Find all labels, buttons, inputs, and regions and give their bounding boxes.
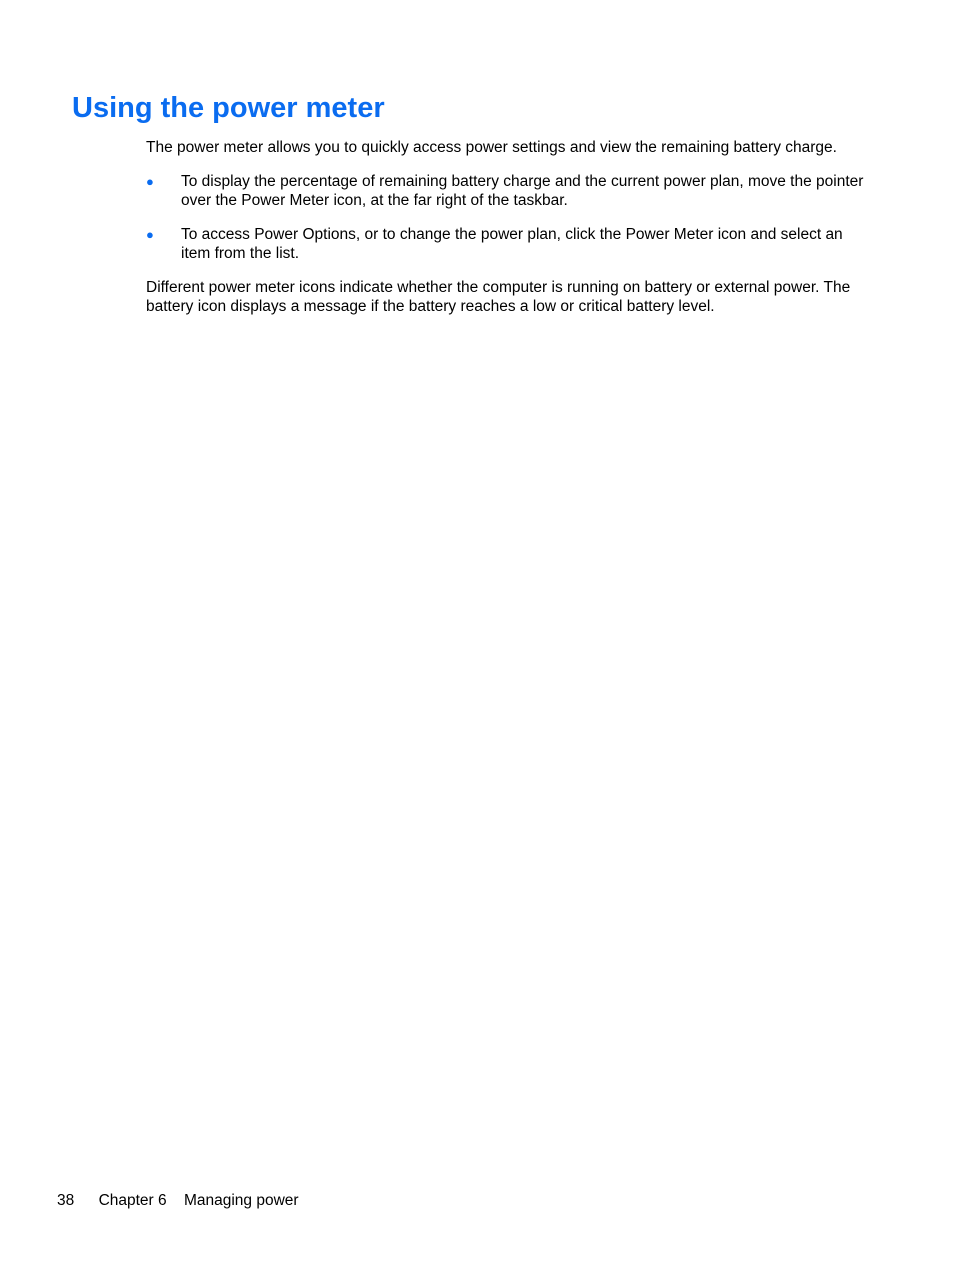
list-item [146, 172, 876, 210]
closing-paragraph: Different power meter icons indicate whether the computer is running on battery or external power. The battery icon displays a message if the battery reaches a low or critical battery level. [146, 279, 851, 315]
list-item-text: To display the percentage of remaining battery charge and the current power plan, move the pointer over the Power Meter icon, at the far right of the taskbar. [181, 173, 864, 209]
list-item-text: To access Power Options, or to change the power plan, click the Power Meter icon and select an item from the list. [181, 226, 843, 262]
bullet-icon: ● [146, 174, 154, 189]
list-item [146, 225, 876, 263]
bullet-icon: ● [146, 227, 154, 242]
page-number: 38 [57, 1192, 75, 1209]
footer-section: Managing power [183, 1192, 299, 1209]
page-title: Using the power meter [72, 92, 385, 124]
intro-paragraph: The power meter allows you to quickly access power settings and view the remaining battery charge. [146, 139, 837, 156]
page-footer [57, 1191, 299, 1211]
bullet-list [146, 172, 876, 278]
footer-chapter: Chapter 6 [98, 1192, 167, 1209]
